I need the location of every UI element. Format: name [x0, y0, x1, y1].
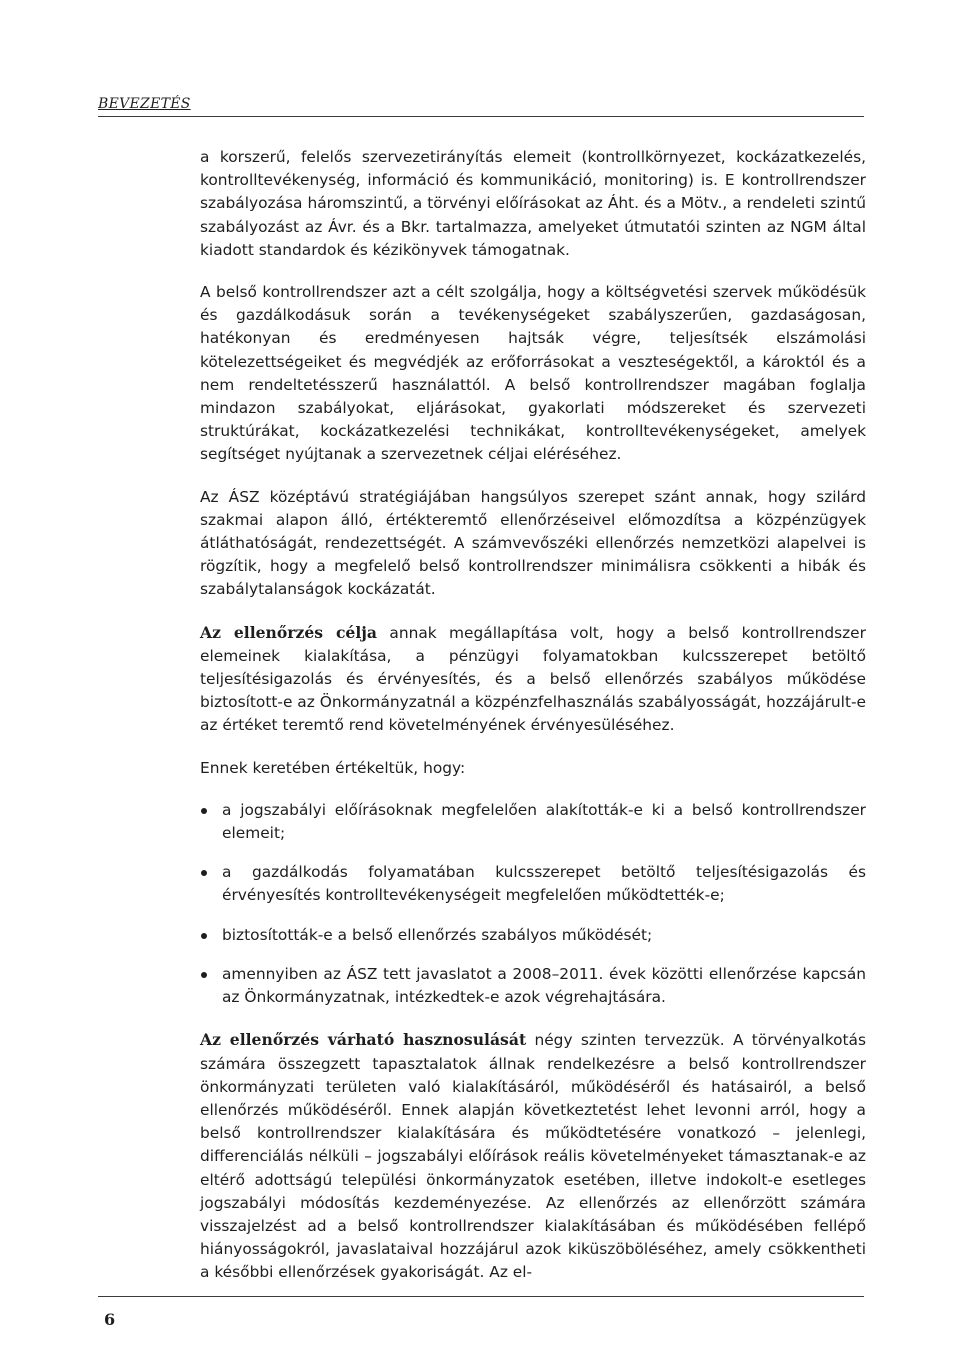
section-title: BEVEZETÉS: [98, 96, 191, 112]
list-item: [200, 963, 866, 1009]
list-item-text: a gazdálkodás folyamatában kulcsszerepet betöltő teljesítésigazolás és érvényesítés kontrolltevékenységeit megfelelően működtették-e;: [222, 863, 866, 905]
page-number: 6: [104, 1310, 116, 1329]
evaluation-intro: Ennek keretében értékeltük, hogy:: [200, 758, 466, 777]
evaluation-list: [200, 799, 866, 1009]
bullet-icon: [201, 933, 207, 939]
bullet-icon: [201, 972, 207, 978]
paragraph-expected-benefit: [200, 1028, 866, 1284]
list-item-text: a jogszabályi előírásoknak megfelelően alakították-e ki a belső kontrollrendszer elemeit;: [222, 800, 866, 843]
bullet-icon: [201, 808, 207, 814]
page-body: [200, 146, 866, 1304]
list-item: [200, 924, 866, 947]
audit-goal-heading: Az ellenőrzés célja: [200, 622, 378, 642]
audit-goal-text: annak megállapítása volt, hogy a belső kontrollrendszer elemeinek kialakítása, a pénzügyi folyamatokban kulcsszerepet betöltő teljesítésigazolás és érvényesítés, és a belső ellenőrzés szabályos működése biztosított-e az Önkormányzatnál a közpénzfelhasználás szabályosságát, hozzájárult-e az értéket teremtő rend követelményének érvényesüléséhez.: [200, 623, 866, 735]
header-divider: [98, 116, 864, 117]
paragraph-asz-strategy: Az ÁSZ középtávú stratégiájában hangsúlyos szerepet szánt annak, hogy szilárd szakmai alapon álló, értékteremtő ellenőrzéseivel előmozdítsa a közpénzügyek átláthatóságát, rendezettségét. A számvevőszéki ellenőrzés nemzetközi alapelvei is rögzítik, hogy a megfelelő belső kontrollrendszer minimálisra csökkenti a hibák és szabálytalanságok kockázatát.: [200, 487, 866, 599]
paragraph-audit-goal: [200, 621, 866, 738]
expected-benefit-text: négy szinten tervezzük. A törvényalkotás számára összegzett tapasztalatok állnak rendelkezésre a belső kontrollrendszer önkormányzati területen való kialakításáról, működéséről és hatásairól, a belső ellenőrzés működéséről. Ennek alapján következtetést lehet levonni arról, hogy a belső kontrollrendszer kialakítására és működtetésére vonatkozó – jelenlegi, differenciálás nélküli – jogszabályi előírások reális követelményeket támasztanak-e az eltérő adottságú települési önkormányzatok esetében, illetve indokolt-e esetleges jogszabályi módosítás kezdeményezése. Az ellenőrzés az ellenőrzött számára visszajelzést ad a belső kontrollrendszer kialakításában és működésében fellépő hiányosságokról, javaslataival hozzájárul azok kiküszöböléséhez, amely csökkentheti a későbbi ellenőrzések gyakoriságát. Az el-: [200, 1031, 866, 1282]
list-item-text: biztosították-e a belső ellenőrzés szabályos működését;: [222, 925, 653, 944]
list-item-text: amennyiben az ÁSZ tett javaslatot a 2008–2011. évek közötti ellenőrzése kapcsán az Önkormányzatnak, intézkedtek-e azok végrehajtására.: [222, 964, 866, 1007]
paragraph-intro: a korszerű, felelős szervezetirányítás elemeit (kontrollkörnyezet, kockázatkezelés, kontrolltevékenység, információ és kommunikáció, monitoring) is. E kontrollrendszer szabályozása háromszintű, a törvényi előírásokat az Áht. és a Mötv., a rendeleti szintű szabályozást az Ávr. és a Bkr. tartalmazza, amelyeket útmutatói szinten az NGM által kiadott standardok és kézikönyvek támogatnak.: [200, 148, 866, 259]
list-item: [200, 861, 866, 907]
footer-divider: [98, 1296, 864, 1297]
bullet-icon: [201, 870, 207, 876]
paragraph-internal-control: A belső kontrollrendszer azt a célt szolgálja, hogy a költségvetési szervek működésük és gazdálkodásuk során a tevékenységeket szabályszerűen, gazdaságosan, hatékonyan és eredményesen hajtsák végre, teljesítsék elszámolási kötelezettségeiket és megvédjék az erőforrásokat a veszteségektől, a károktól és a nem rendeltetésszerű használattól. A belső kontrollrendszer magában foglalja mindazon szabályokat, eljárásokat, gyakorlati módszereket és szervezeti struktúrákat, kockázatkezelési technikákat, kontrolltevékenységeket, amelyek segítséget nyújtanak a szervezetnek céljai eléréséhez.: [200, 283, 866, 464]
expected-benefit-heading: Az ellenőrzés várható hasznosulását: [200, 1030, 527, 1050]
list-item: [200, 799, 866, 845]
